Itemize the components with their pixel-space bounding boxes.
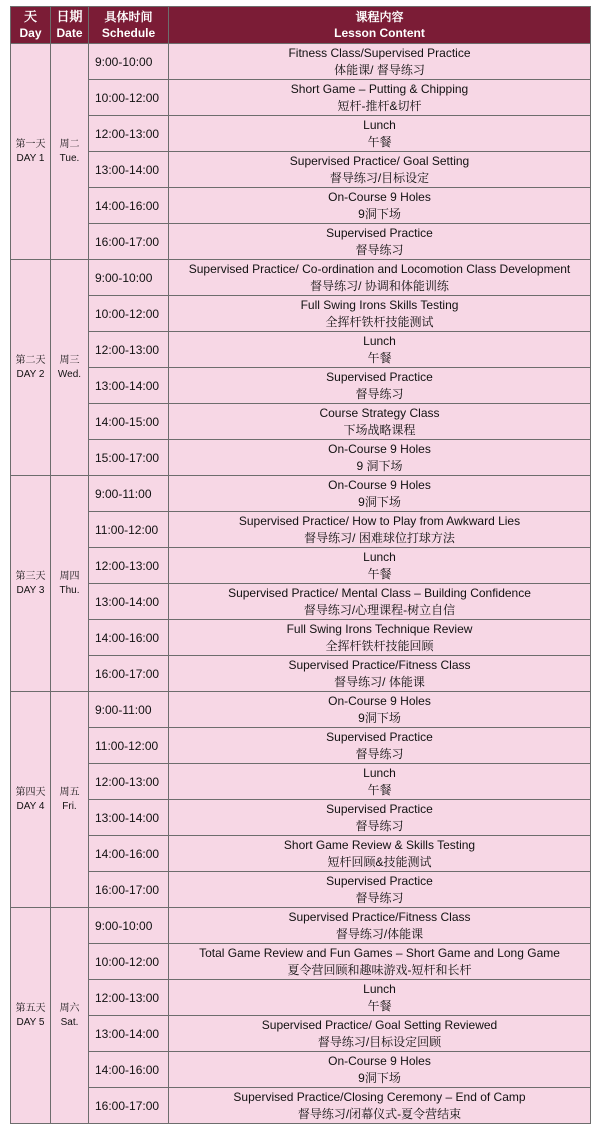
table-row [11, 620, 591, 656]
lesson-cell [169, 656, 591, 692]
lesson-en: Course Strategy Class [319, 405, 440, 420]
lesson-en: On-Course 9 Holes [328, 1053, 431, 1068]
lesson-cn: 督导练习 [355, 746, 404, 761]
lesson-cn: 督导练习/ 困难球位打球方法 [304, 530, 455, 545]
lesson-cn: 全挥杆铁杆技能测试 [325, 314, 434, 329]
time-cell: 12:00-13:00 [89, 332, 169, 368]
table-row [11, 692, 591, 728]
lesson-cell [169, 404, 591, 440]
time-cell: 16:00-17:00 [89, 656, 169, 692]
day-label-en: DAY 4 [16, 800, 45, 812]
schedule-table [10, 6, 591, 1124]
lesson-en: On-Course 9 Holes [328, 693, 431, 708]
lesson-cn: 9洞下场 [358, 494, 401, 509]
time-cell: 16:00-17:00 [89, 224, 169, 260]
table-row [11, 260, 591, 296]
lesson-en: Supervised Practice [326, 369, 433, 384]
lesson-cn: 9洞下场 [358, 206, 401, 221]
table-row [11, 476, 591, 512]
day-label-en: DAY 5 [16, 1016, 45, 1028]
time-cell: 9:00-10:00 [89, 44, 169, 80]
weekday-cn: 周六 [59, 1002, 80, 1014]
lesson-en: Full Swing Irons Skills Testing [300, 297, 459, 312]
header-date-en: Date [56, 26, 83, 40]
time-cell: 15:00-17:00 [89, 440, 169, 476]
time-cell: 14:00-16:00 [89, 188, 169, 224]
lesson-cell [169, 908, 591, 944]
table-row [11, 584, 591, 620]
header-schedule-cn: 具体时间 [104, 10, 153, 24]
table-row [11, 1016, 591, 1052]
lesson-cn: 督导练习 [355, 386, 404, 401]
table-row [11, 224, 591, 260]
table-row [11, 440, 591, 476]
lesson-en: Supervised Practice/ Mental Class – Building Confidence [228, 585, 531, 600]
lesson-cn: 督导练习 [355, 890, 404, 905]
time-cell: 14:00-16:00 [89, 620, 169, 656]
header-day-cn: 天 [23, 9, 37, 24]
lesson-cn: 督导练习/ 体能课 [334, 674, 425, 689]
lesson-en: Supervised Practice/ Goal Setting Reviewed [261, 1017, 498, 1032]
time-cell: 11:00-12:00 [89, 512, 169, 548]
lesson-cn: 督导练习 [355, 242, 404, 257]
lesson-en: On-Course 9 Holes [328, 477, 431, 492]
day-label-en: DAY 2 [16, 368, 45, 380]
lesson-cell [169, 980, 591, 1016]
time-cell: 12:00-13:00 [89, 116, 169, 152]
lesson-cell [169, 368, 591, 404]
lesson-cell [169, 1052, 591, 1088]
lesson-cn: 午餐 [367, 566, 392, 581]
lesson-cn: 督导练习/体能课 [335, 926, 424, 941]
lesson-cell [169, 440, 591, 476]
lesson-en: Supervised Practice [326, 225, 433, 240]
lesson-cn: 午餐 [367, 134, 392, 149]
time-cell: 12:00-13:00 [89, 980, 169, 1016]
date-cell [51, 692, 89, 908]
time-cell: 14:00-16:00 [89, 1052, 169, 1088]
table-row [11, 908, 591, 944]
lesson-en: Supervised Practice [326, 801, 433, 816]
lesson-cell [169, 44, 591, 80]
lesson-cn: 下场战略课程 [343, 422, 416, 437]
table-row [11, 656, 591, 692]
lesson-en: Fitness Class/Supervised Practice [288, 45, 471, 60]
lesson-cn: 午餐 [367, 998, 392, 1013]
lesson-en: Short Game – Putting & Chipping [290, 81, 469, 96]
header-lesson-cn: 课程内容 [355, 10, 404, 24]
lesson-en: Supervised Practice/ How to Play from Awkward Lies [238, 513, 521, 528]
lesson-cell [169, 152, 591, 188]
table-row [11, 296, 591, 332]
lesson-en: Supervised Practice [326, 729, 433, 744]
time-cell: 9:00-10:00 [89, 908, 169, 944]
lesson-cn: 9洞下场 [358, 710, 401, 725]
table-row [11, 872, 591, 908]
table-row [11, 980, 591, 1016]
lesson-cell [169, 296, 591, 332]
lesson-en: Lunch [363, 117, 396, 132]
time-cell: 12:00-13:00 [89, 764, 169, 800]
table-row [11, 548, 591, 584]
day-cell [11, 260, 51, 476]
table-row [11, 944, 591, 980]
lesson-cell [169, 620, 591, 656]
lesson-en: Lunch [363, 981, 396, 996]
weekday-en: Wed. [57, 368, 82, 380]
date-cell [51, 260, 89, 476]
lesson-cell [169, 1016, 591, 1052]
table-row [11, 44, 591, 80]
time-cell: 13:00-14:00 [89, 368, 169, 404]
table-row [11, 152, 591, 188]
lesson-en: Supervised Practice/Closing Ceremony – End of Camp [233, 1089, 526, 1104]
header-day [11, 7, 51, 44]
weekday-en: Tue. [59, 152, 80, 164]
date-cell [51, 908, 89, 1124]
day-label-cn: 第四天 [15, 786, 46, 798]
lesson-en: Lunch [363, 765, 396, 780]
lesson-en: Short Game Review & Skills Testing [283, 837, 476, 852]
weekday-cn: 周三 [59, 354, 80, 366]
lesson-cn: 午餐 [367, 782, 392, 797]
lesson-cn: 督导练习/目标设定回顾 [317, 1034, 442, 1049]
header-day-en: Day [19, 26, 42, 40]
table-row [11, 800, 591, 836]
day-cell [11, 476, 51, 692]
time-cell: 13:00-14:00 [89, 152, 169, 188]
date-cell [51, 44, 89, 260]
time-cell: 13:00-14:00 [89, 1016, 169, 1052]
table-row [11, 80, 591, 116]
lesson-cn: 督导练习 [355, 818, 404, 833]
table-row [11, 332, 591, 368]
lesson-cn: 体能课/ 督导练习 [334, 62, 425, 77]
lesson-cell [169, 1088, 591, 1124]
lesson-cn: 夏令营回顾和趣味游戏-短杆和长杆 [287, 962, 472, 977]
lesson-cn: 督导练习/心理课程-树立自信 [303, 602, 456, 617]
table-row [11, 188, 591, 224]
day-cell [11, 44, 51, 260]
weekday-en: Fri. [62, 800, 77, 812]
lesson-cell [169, 836, 591, 872]
lesson-cell [169, 944, 591, 980]
lesson-cell [169, 800, 591, 836]
day-cell [11, 692, 51, 908]
day-label-cn: 第三天 [15, 570, 46, 582]
table-row [11, 116, 591, 152]
lesson-cell [169, 872, 591, 908]
time-cell: 13:00-14:00 [89, 584, 169, 620]
lesson-en: Supervised Practice/Fitness Class [288, 657, 471, 672]
lesson-cn: 督导练习/ 协调和体能训练 [310, 278, 449, 293]
time-cell: 10:00-12:00 [89, 296, 169, 332]
table-row [11, 764, 591, 800]
lesson-en: On-Course 9 Holes [328, 189, 431, 204]
table-row [11, 1052, 591, 1088]
time-cell: 9:00-11:00 [89, 476, 169, 512]
time-cell: 10:00-12:00 [89, 944, 169, 980]
lesson-cell [169, 512, 591, 548]
header-lesson [169, 7, 591, 44]
lesson-en: Supervised Practice/ Goal Setting [289, 153, 470, 168]
weekday-en: Sat. [60, 1016, 79, 1028]
lesson-cn: 全挥杆铁杆技能回顾 [325, 638, 434, 653]
day-label-en: DAY 3 [16, 584, 45, 596]
table-row [11, 368, 591, 404]
time-cell: 9:00-11:00 [89, 692, 169, 728]
lesson-cn: 短杆回顾&技能测试 [327, 854, 432, 869]
lesson-en: Total Game Review and Fun Games – Short Game and Long Game [199, 945, 560, 960]
lesson-cn: 9 洞下场 [356, 458, 403, 473]
lesson-cn: 9洞下场 [358, 1070, 401, 1085]
header-date-cn: 日期 [56, 9, 83, 24]
time-cell: 14:00-15:00 [89, 404, 169, 440]
time-cell: 9:00-10:00 [89, 260, 169, 296]
header-row [11, 7, 591, 44]
table-row [11, 404, 591, 440]
header-lesson-en: Lesson Content [334, 26, 425, 40]
lesson-cell [169, 476, 591, 512]
lesson-cell [169, 728, 591, 764]
weekday-cn: 周二 [59, 138, 80, 150]
lesson-cn: 午餐 [367, 350, 392, 365]
lesson-en: Supervised Practice [326, 873, 433, 888]
lesson-en: Supervised Practice/Fitness Class [288, 909, 471, 924]
lesson-cell [169, 548, 591, 584]
lesson-en: Lunch [363, 549, 396, 564]
lesson-cell [169, 764, 591, 800]
table-body [11, 44, 591, 1124]
day-label-cn: 第二天 [15, 354, 46, 366]
lesson-cell [169, 224, 591, 260]
header-date [51, 7, 89, 44]
lesson-cn: 督导练习/目标设定 [329, 170, 430, 185]
lesson-en: Full Swing Irons Technique Review [286, 621, 473, 636]
time-cell: 14:00-16:00 [89, 836, 169, 872]
lesson-cell [169, 260, 591, 296]
lesson-cell [169, 332, 591, 368]
lesson-cn: 短杆-推杆&切杆 [337, 98, 422, 113]
day-cell [11, 908, 51, 1124]
header-schedule-en: Schedule [101, 26, 156, 40]
time-cell: 11:00-12:00 [89, 728, 169, 764]
lesson-cell [169, 80, 591, 116]
time-cell: 16:00-17:00 [89, 1088, 169, 1124]
table-row [11, 728, 591, 764]
day-label-cn: 第五天 [15, 1002, 46, 1014]
time-cell: 12:00-13:00 [89, 548, 169, 584]
lesson-cell [169, 692, 591, 728]
lesson-cell [169, 116, 591, 152]
day-label-cn: 第一天 [15, 138, 46, 150]
time-cell: 13:00-14:00 [89, 800, 169, 836]
lesson-cell [169, 188, 591, 224]
lesson-cell [169, 584, 591, 620]
date-cell [51, 476, 89, 692]
day-label-en: DAY 1 [16, 152, 45, 164]
table-row [11, 512, 591, 548]
table-header [11, 7, 591, 44]
weekday-cn: 周五 [59, 786, 80, 798]
time-cell: 10:00-12:00 [89, 80, 169, 116]
header-schedule [89, 7, 169, 44]
time-cell: 16:00-17:00 [89, 872, 169, 908]
lesson-en: Supervised Practice/ Co-ordination and Locomotion Class Development [188, 261, 571, 276]
lesson-en: Lunch [363, 333, 396, 348]
weekday-en: Thu. [59, 584, 80, 596]
table-row [11, 836, 591, 872]
weekday-cn: 周四 [59, 570, 80, 582]
lesson-en: On-Course 9 Holes [328, 441, 431, 456]
table-row [11, 1088, 591, 1124]
lesson-cn: 督导练习/闭幕仪式-夏令营结束 [297, 1106, 462, 1121]
